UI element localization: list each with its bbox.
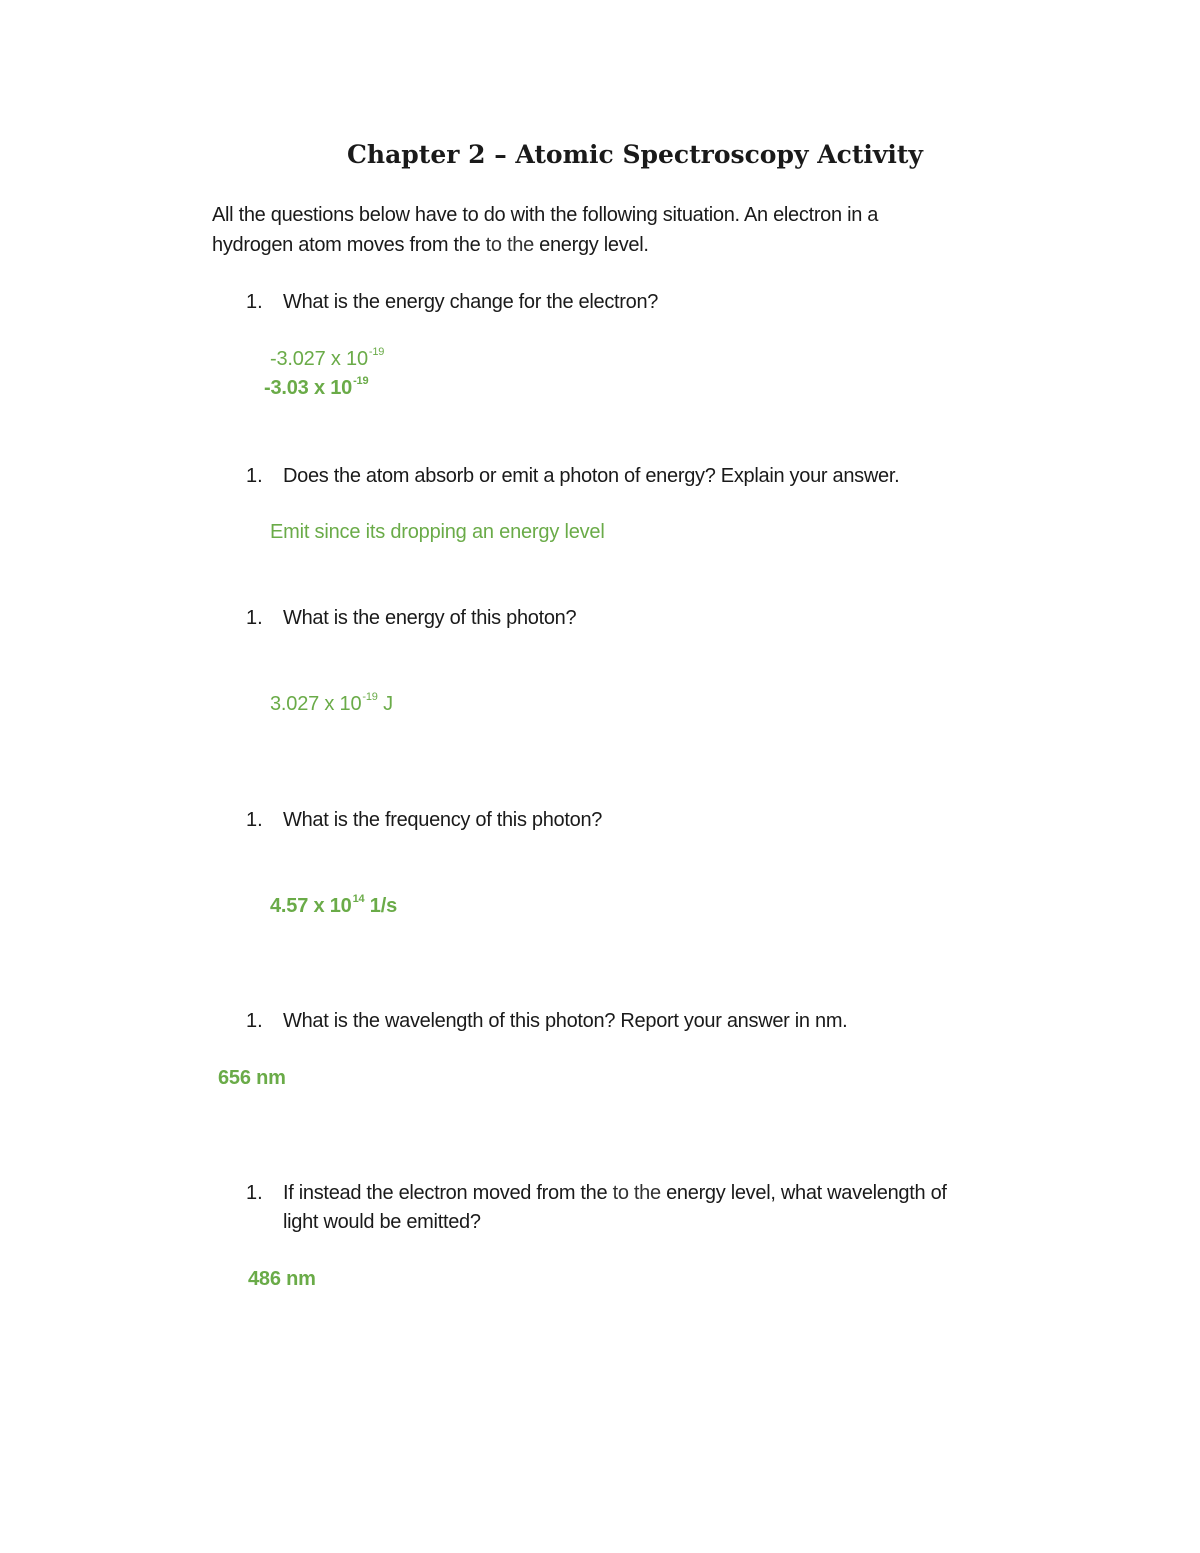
- question-6-number: 1.: [246, 1182, 263, 1204]
- question-3-answer: [270, 693, 393, 716]
- question-1-number: 1.: [246, 291, 263, 313]
- answer-base: Emit since its dropping an energy level: [270, 521, 605, 543]
- question-2-number: 1.: [246, 465, 263, 487]
- answer-base: 486 nm: [248, 1268, 316, 1290]
- question-5-text: What is the wavelength of this photon? Report your answer in nm.: [283, 1010, 848, 1032]
- question-6-part-b: to the: [612, 1182, 667, 1204]
- question-3-number: 1.: [246, 607, 263, 629]
- intro-line-2-part-a: hydrogen atom moves from the: [212, 234, 486, 256]
- answer-exponent: -19: [368, 346, 385, 358]
- page-title: Chapter 2 – Atomic Spectroscopy Activity: [347, 140, 923, 169]
- answer-base: 656 nm: [218, 1067, 286, 1089]
- question-4-text: What is the frequency of this photon?: [283, 809, 603, 831]
- answer-base: -3.03 x 10: [264, 377, 353, 399]
- question-6-text-line-2: light would be emitted?: [283, 1211, 481, 1233]
- intro-line-2: [212, 234, 649, 257]
- answer-exponent: -19: [362, 691, 378, 703]
- question-2-text: Does the atom absorb or emit a photon of energy? Explain your answer.: [283, 465, 900, 487]
- intro-line-2-part-c: energy level.: [539, 234, 649, 256]
- question-5-number: 1.: [246, 1010, 263, 1032]
- question-1-answer-2: [264, 377, 368, 400]
- question-6-text-line-1: [283, 1182, 947, 1205]
- answer-exponent: -19: [353, 375, 369, 387]
- question-2-answer: [270, 521, 605, 544]
- question-4-answer: [270, 895, 397, 918]
- question-1-answer-1: [270, 348, 384, 371]
- question-4-number: 1.: [246, 809, 263, 831]
- question-6-part-c: energy level, what wavelength of: [666, 1182, 947, 1204]
- answer-suffix: J: [377, 693, 393, 715]
- intro-line-1: All the questions below have to do with the following situation. An electron in a: [212, 204, 879, 226]
- answer-exponent: 14: [352, 893, 365, 905]
- intro-line-2-part-b: to the: [485, 234, 540, 256]
- answer-base: 4.57 x 10: [270, 895, 352, 917]
- question-5-answer: [218, 1067, 286, 1090]
- question-3-text: What is the energy of this photon?: [283, 607, 577, 629]
- answer-base: 3.027 x 10: [270, 693, 362, 715]
- question-1-text: What is the energy change for the electron?: [283, 291, 659, 313]
- question-6-part-a: If instead the electron moved from the: [283, 1182, 613, 1204]
- question-6-answer: [248, 1268, 316, 1291]
- answer-base: -3.027 x 10: [270, 348, 368, 370]
- answer-suffix: 1/s: [364, 895, 398, 917]
